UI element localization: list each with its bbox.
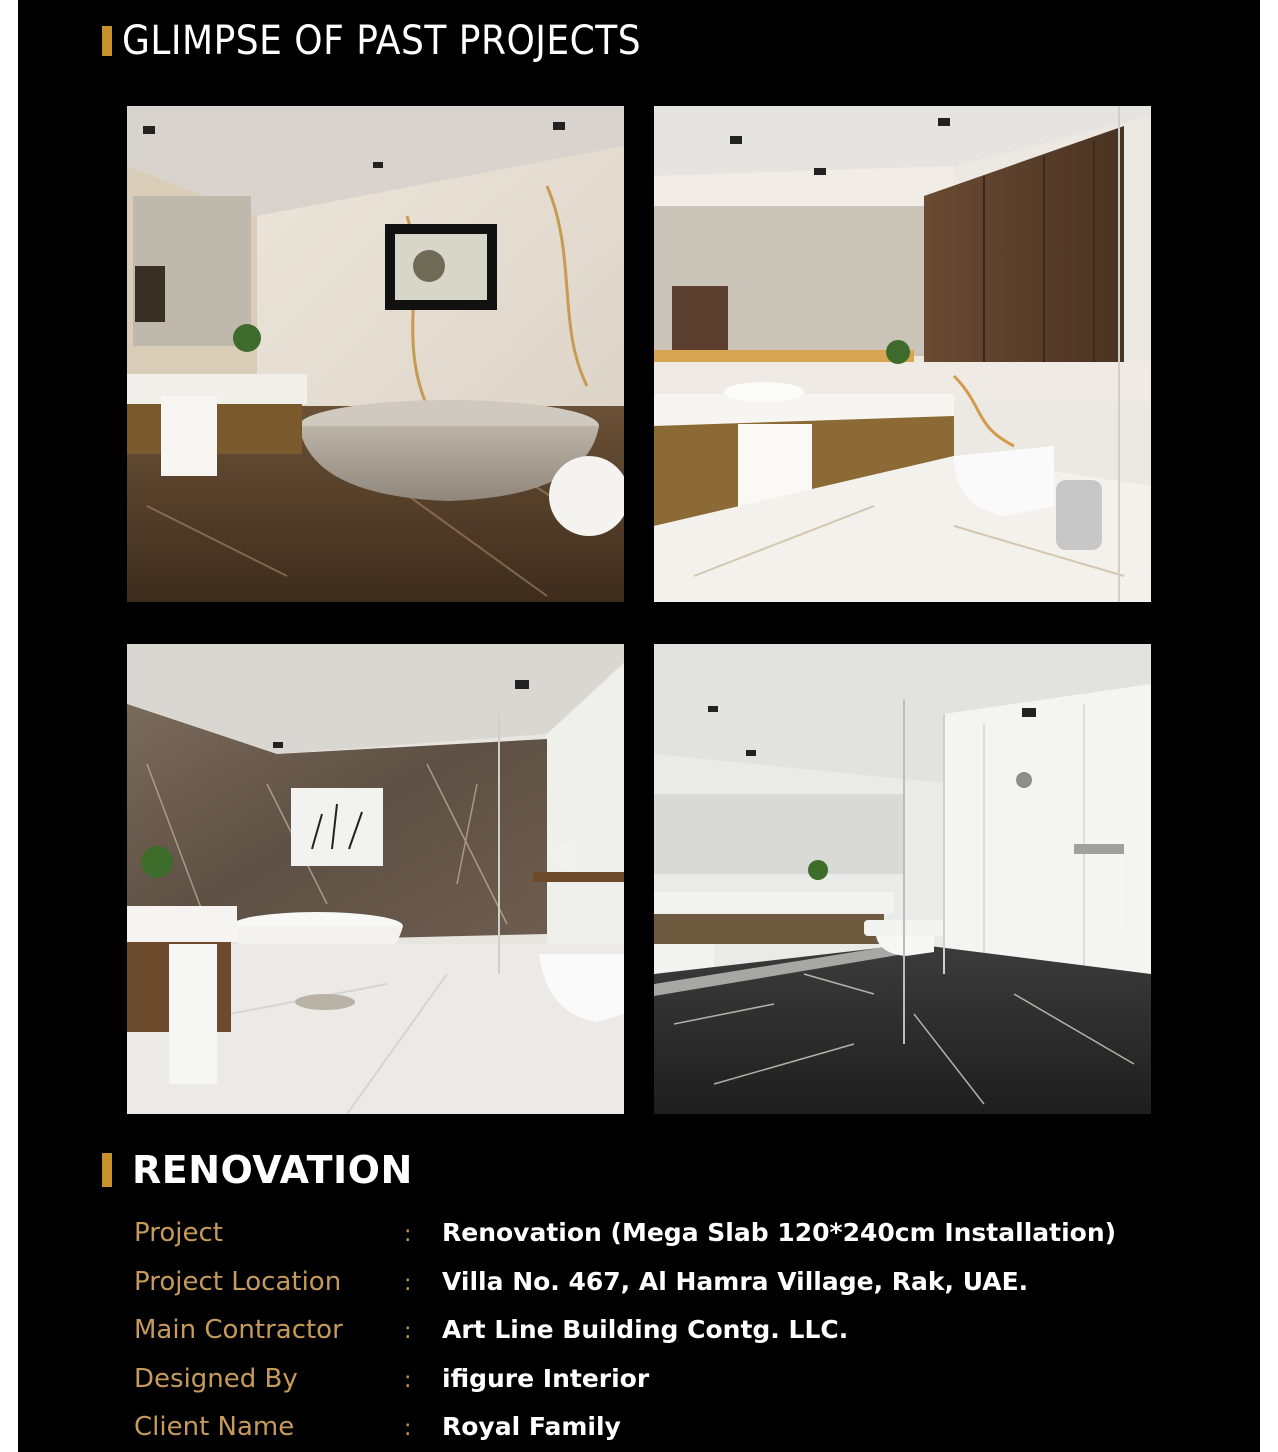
detail-label: Project [134,1218,223,1248]
detail-value: Royal Family [442,1412,621,1441]
detail-row-designed-by [134,1358,1184,1407]
project-details [134,1212,1184,1452]
bathroom-vanity-wood-panel-photo [654,106,1151,602]
section-title: RENOVATION [132,1148,413,1192]
detail-value: ifigure Interior [442,1363,650,1393]
detail-value: Art Line Building Contg. LLC. [442,1315,849,1344]
detail-row-client-name [134,1406,1184,1452]
detail-label: Client Name [134,1412,295,1442]
page-title: GLIMPSE OF PAST PROJECTS [122,18,642,64]
bathroom-black-marble-shower-photo [654,644,1151,1114]
detail-label: Main Contractor [134,1315,343,1345]
bathroom-onyx-bathtub-photo [127,106,624,602]
section-accent-bar [102,1153,112,1187]
detail-label: Designed By [134,1363,298,1394]
bathroom-brown-marble-photo [127,644,624,1114]
section-heading [102,1148,413,1192]
detail-label: Project Location [134,1266,342,1297]
detail-value: Renovation (Mega Slab 120*240cm Installation) [442,1218,1117,1247]
detail-separator: : [404,1222,412,1247]
detail-separator: : [404,1416,412,1441]
brochure-page [18,0,1260,1452]
detail-row-project [134,1212,1184,1261]
page-heading [102,18,641,64]
detail-row-project-location [134,1261,1184,1310]
detail-separator: : [404,1319,412,1344]
heading-accent-bar [102,26,112,56]
detail-separator: : [404,1270,412,1296]
detail-row-main-contractor [134,1309,1184,1358]
detail-separator: : [404,1367,412,1393]
detail-value: Villa No. 467, Al Hamra Village, Rak, UAE. [442,1266,1029,1296]
